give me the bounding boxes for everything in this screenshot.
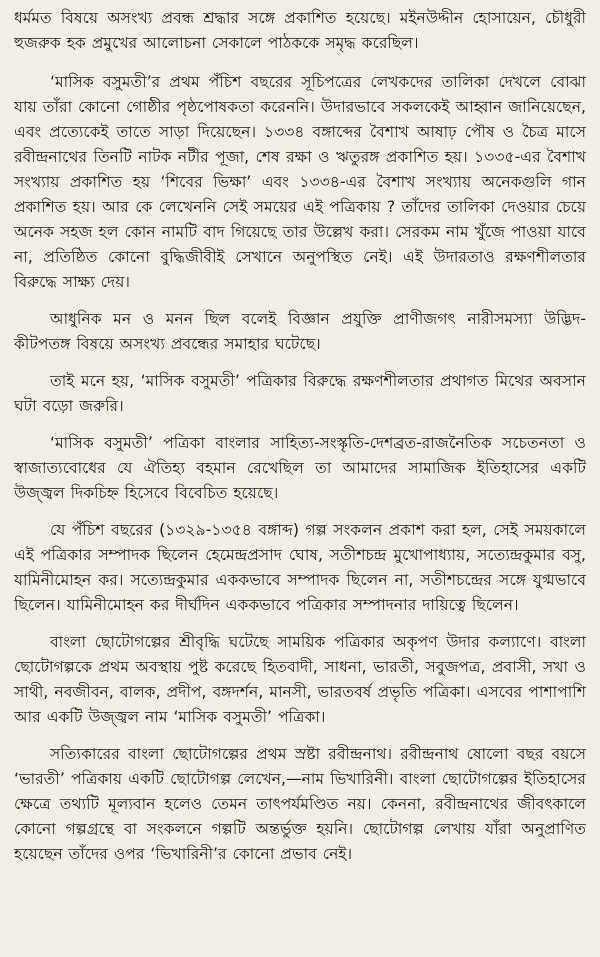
paragraph-8: সত্যিকারের বাংলা ছোটোগল্পের প্রথম স্রষ্টা রবীন্দ্রনাথ। রবীন্দ্রনাথ ষোলো বছর বয়সে ‘ভারতী’ পত্রিকায় একটি ছোটোগল্প লেখেন,—নাম ভিখারিনী। বাংলা ছোটোগল্পের ইতিহাসের ক্ষেত্রে তথ্যটি মূল্যবান হলেও তেমন তাৎপর্যমণ্ডিত নয়। কেননা, রবীন্দ্রনাথের জীবৎকালে কোনো গল্পগ্রন্থে বা সংকলনে গল্পটি অন্তর্ভুক্ত হয়নি। ছোটোগল্প লেখায় যাঁরা অনুপ্রাণিত হয়েছেন তাঁদের ওপর ‘ভিখারিনী’র কোনো প্রভাব নেই। — [14, 745, 586, 863]
paragraph-4: তাই মনে হয়, ‘মাসিক বসুমতী’ পত্রিকার বিরুদ্ধে রক্ষণশীলতার প্রথাগত মিথের অবসান ঘটা বড়ো জরুরি। — [14, 372, 586, 415]
paragraph-7: বাংলা ছোটোগল্পের শ্রীবৃদ্ধি ঘটেছে সাময়িক পত্রিকার অকৃপণ উদার কল্যাণে। বাংলা ছোটোগল্পকে প্রথম অবস্থায় পুষ্ট করেছে হিতবাদী, সাধনা, ভারতী, সবুজপত্র, প্রবাসী, সখা ও সাথী, নবজীবন, বালক, প্রদীপ, বঙ্গদর্শন, মানসী, ভারতবর্ষ প্রভৃতি পত্রিকা। এসবের পাশাপাশি আর একটি উজ্জ্বল নাম ‘মাসিক বসুমতী’ পত্রিকা। — [14, 633, 586, 726]
paragraph-5: ‘মাসিক বসুমতী’ পত্রিকা বাংলার সাহিত্য-সংস্কৃতি-দেশব্রত-রাজনৈতিক সচেতনতা ও স্বাজাত্যবোধের যে ঐতিহ্য বহমান রেখেছিল তা আমাদের সামাজিক ইতিহাসের একটি উজ্জ্বল দিকচিহ্ন হিসেবে বিবেচিত হয়েছে। — [14, 434, 586, 502]
paragraph-6: যে পঁচিশ বছরের (১৩২৯-১৩৫৪ বঙ্গাব্দ) গল্প সংকলন প্রকাশ করা হল, সেই সময়কালে এই পত্রিকার সম্পাদক ছিলেন হেমেন্দ্রপ্রসাদ ঘোষ, সতীশচন্দ্র মুখোপাধ্যায়, সত্যেন্দ্রকুমার বসু, যামিনীমোহন কর। সত্যেন্দ্রকুমার এককভাবে সম্পাদক ছিলেন না, সতীশচন্দ্রের সঙ্গে যুগ্মভাবে ছিলেন। যামিনীমোহন কর দীর্ঘদিন এককভাবে পত্রিকার সম্পাদনার দায়িত্বে ছিলেন। — [14, 521, 586, 614]
paragraph-1: ধর্মমত বিষয়ে অসংখ্য প্রবন্ধ শ্রদ্ধার সঙ্গে প্রকাশিত হয়েছে। মইনউদ্দীন হোসায়েন, চৌধুরী হুজরুক হক প্রমুখের আলোচনা সেকালে পাঠককে সমৃদ্ধ করেছিল। — [14, 9, 586, 52]
paragraph-2: ‘মাসিক বসুমতী’র প্রথম পঁচিশ বছরের সূচিপত্রের লেখকদের তালিকা দেখলে বোঝা যায় তাঁরা কোনো গোষ্ঠীর পৃষ্ঠপোষকতা করেননি। উদারভাবে সকলকেই আহ্বান জানিয়েছেন, এবং প্রত্যেকেই তাতে সাড়া দিয়েছেন। ১৩৩৪ বঙ্গাব্দের বৈশাখ আষাঢ় পৌষ ও চৈত্র মাসে রবীন্দ্রনাথের তিনটি নাটক নটীর পূজা, শেষ রক্ষা ও ঋতুরঙ্গ প্রকাশিত হয়। ১৩৩৫-এর বৈশাখ সংখ্যায় প্রকাশিত হয় ‘শিবের ভিক্ষা’ এবং ১৩৩৪-এর বৈশাখ সংখ্যায় অনেকগুলি গান প্রকাশিত হয়। আর কে লেখেননি সেই সময়ের এই পত্রিকায় ? তাঁদের তালিকা দেওয়ার চেয়ে অনেক সহজ হল কোন নামটি বাদ গিয়েছে তার উল্লেখ করা। সেরকম নাম খুঁজে পাওয়া যাবে না, প্রতিষ্ঠিত কোনো বুদ্ধিজীবীই সেখানে অনুপস্থিত নেই। এই উদারতাও রক্ষণশীলতার বিরুদ্ধে সাক্ষ্য দেয়। — [14, 73, 586, 291]
paragraph-3: আধুনিক মন ও মনন ছিল বলেই বিজ্ঞান প্রযুক্তি প্রাণীজগৎ নারীসমস্যা উদ্ভিদ-কীটপতঙ্গ বিষয়ে অসংখ্য প্রবন্ধের সমাহার ঘটেছে। — [14, 310, 586, 353]
